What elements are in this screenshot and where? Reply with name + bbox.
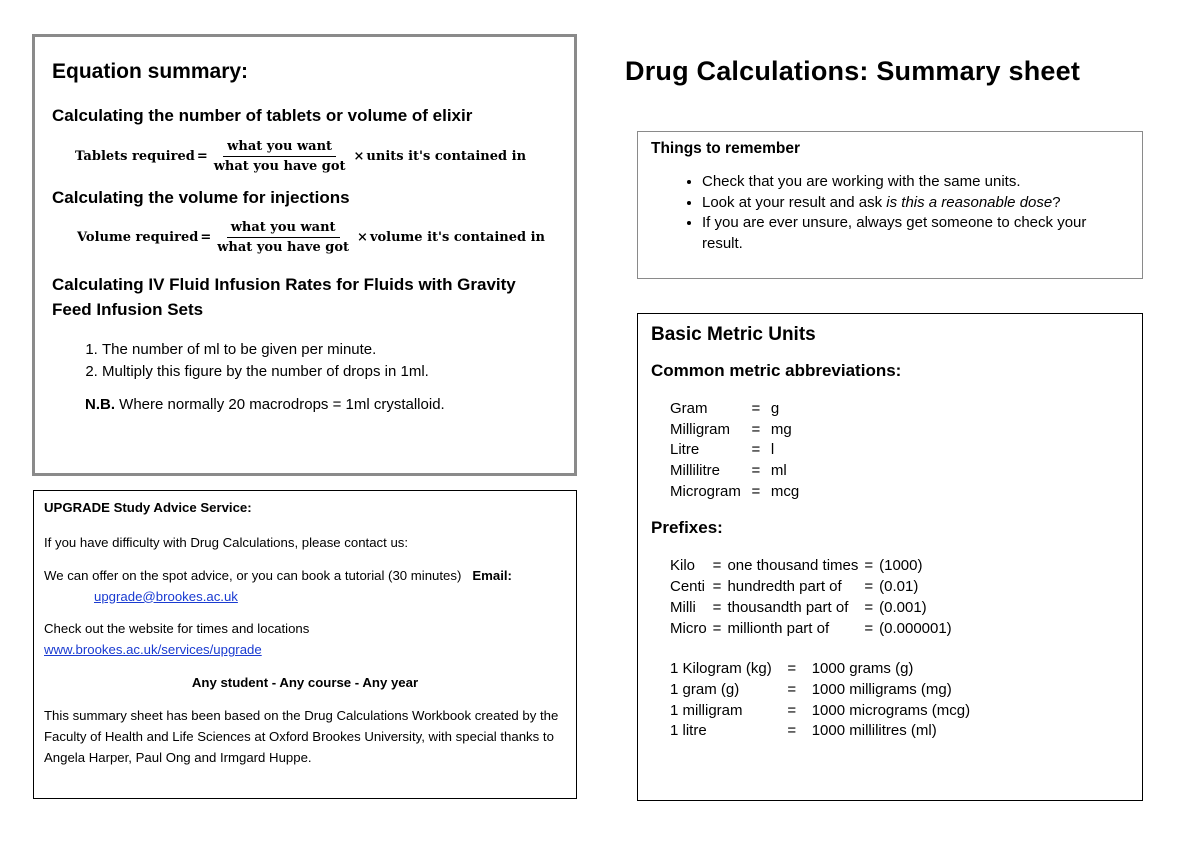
prefix-heading: Prefixes: — [651, 518, 723, 538]
table-row — [670, 482, 799, 503]
equals-sign: = — [751, 400, 761, 417]
offer-text: We can offer on the spot advice, or you can book a tutorial (30 minutes) — [44, 567, 462, 583]
website-text: Check out the website for times and locations — [44, 621, 310, 637]
formula-fraction — [210, 139, 350, 174]
table-row — [670, 556, 952, 577]
slogan: Any student - Any course - Any year — [191, 675, 419, 691]
prefix-value: (1000) — [879, 557, 923, 575]
unit-name: Microgram — [670, 482, 741, 500]
page-title: Drug Calculations: Summary sheet — [625, 56, 1081, 86]
list-item: • Check that you are working with the same units. — [702, 172, 1129, 193]
unit-name: Millilitre — [670, 462, 720, 480]
email-label: Email: — [472, 567, 512, 583]
contact-text: If you have difficulty with Drug Calculations, please contact us: — [44, 534, 409, 550]
equals-sign: = — [864, 619, 874, 637]
equals-sign: = — [864, 557, 874, 575]
credits-text: This summary sheet has been based on the Drug Calculations Workbook created by the Faculty of Health and Life Sciences at Oxford Brookes University, with special thanks to Angela Harper, Paul Ong and Irmgard Huppe. — [44, 708, 559, 765]
equals-sign: = — [864, 598, 874, 616]
conversion-from: 1 gram (g) — [670, 680, 740, 698]
equals-sign: = — [787, 701, 797, 719]
abbreviations-table — [670, 399, 799, 502]
prefix-name: Milli — [670, 598, 696, 616]
unit-name: Gram — [670, 400, 708, 417]
equals-sign: = — [864, 578, 874, 596]
unit-abbr: g — [770, 400, 780, 417]
formula-lhs: Volume required — [77, 230, 199, 246]
table-row — [670, 440, 799, 461]
things-to-remember-box — [637, 131, 1143, 279]
nb-label: N.B. — [85, 396, 115, 414]
item-text: Look at your result and ask — [702, 193, 887, 211]
volume-formula: Volume required = $\frac{\text{what you want}}{\text{what you have got}}$ × volume it's contained in — [77, 220, 546, 256]
unit-abbr: mcg — [770, 482, 800, 500]
table-row — [670, 659, 970, 680]
prefix-name: Micro — [670, 619, 707, 637]
formula-lhs: Tablets required — [75, 148, 195, 164]
prefixes-table — [670, 556, 952, 639]
prefix-value: (0.01) — [879, 578, 919, 596]
list-item: 1. The number of ml to be given per minute. — [102, 339, 574, 361]
conversion-from: 1 litre — [670, 722, 707, 740]
table-row — [670, 680, 970, 701]
equals-sign: = — [712, 557, 722, 575]
table-row — [670, 399, 799, 420]
table-row — [670, 598, 952, 619]
list-item — [702, 193, 1129, 214]
formula-rhs: units it's contained in — [366, 148, 527, 164]
unit-name: Milligram — [670, 420, 730, 438]
equals-sign: = — [712, 619, 722, 637]
equation-summary-box — [32, 34, 577, 476]
formula-denominator: what you have got — [213, 158, 346, 174]
prefix-value: (0.000001) — [879, 619, 952, 637]
unit-name: Litre — [670, 441, 700, 459]
things-list — [651, 172, 1129, 255]
email-link[interactable]: upgrade@brookes.ac.uk — [94, 588, 238, 604]
equals-sign: = — [712, 578, 722, 596]
equals-sign: = — [751, 482, 761, 500]
prefix-meaning: thousandth part of — [727, 598, 849, 616]
item-emphasis: is this a reasonable dose — [886, 193, 1053, 211]
table-row — [670, 461, 799, 482]
conversion-from: 1 Kilogram (kg) — [670, 660, 772, 678]
table-row — [670, 420, 799, 441]
metric-title: Basic Metric Units — [651, 324, 816, 345]
iv-steps-list — [52, 339, 574, 383]
equals-sign: = — [787, 722, 797, 740]
prefix-meaning: millionth part of — [727, 619, 830, 637]
prefix-meaning: hundredth part of — [727, 578, 842, 596]
nb-text: Where normally 20 macrodrops = 1ml crystalloid. — [119, 396, 445, 414]
formula-numerator: what you want — [223, 139, 336, 157]
conversion-to: 1000 micrograms (mcg) — [811, 701, 971, 719]
offer-paragraph — [44, 566, 566, 608]
metric-units-box — [637, 313, 1143, 801]
formula-numerator: what you want — [227, 220, 340, 238]
conversion-from: 1 milligram — [670, 701, 743, 719]
abbr-heading: Common metric abbreviations: — [651, 361, 902, 380]
unit-abbr: ml — [770, 462, 787, 480]
equals-sign: = — [751, 462, 761, 480]
table-row — [670, 701, 970, 722]
website-link[interactable]: www.brookes.ac.uk/services/upgrade — [44, 642, 262, 658]
conversion-to: 1000 millilitres (ml) — [811, 722, 937, 740]
formula-denominator: what you have got — [217, 240, 350, 256]
table-row — [670, 577, 952, 598]
conversion-to: 1000 grams (g) — [811, 660, 914, 678]
unit-abbr: mg — [770, 420, 792, 438]
nb-note — [85, 396, 574, 413]
formula-rhs: volume it's contained in — [369, 230, 546, 246]
injections-heading: Calculating the volume for injections — [52, 187, 350, 207]
item-text: ? — [1052, 193, 1061, 211]
conversion-to: 1000 milligrams (mg) — [811, 680, 952, 698]
prefix-meaning: one thousand times — [727, 557, 859, 575]
equals-sign: = — [751, 441, 761, 459]
prefix-name: Centi — [670, 578, 706, 596]
equals-sign: = — [787, 680, 797, 698]
website-paragraph — [44, 619, 566, 661]
formula-fraction — [213, 220, 353, 255]
table-row — [670, 619, 952, 640]
table-row — [670, 721, 970, 742]
equation-summary-title: Equation summary: — [52, 60, 249, 83]
tablets-heading: Calculating the number of tablets or volume of elixir — [52, 106, 473, 126]
list-item: • If you are ever unsure, always get someone to check your result. — [702, 213, 1129, 254]
list-item: 2. Multiply this figure by the number of drops in 1ml. — [102, 361, 574, 383]
iv-heading: Calculating IV Fluid Infusion Rates for Fluids with Gravity Feed Infusion Sets — [52, 275, 516, 320]
upgrade-box — [33, 490, 577, 799]
things-title: Things to remember — [651, 140, 800, 157]
equals-sign: = — [712, 598, 722, 616]
equals-sign: = — [787, 660, 797, 678]
conversions-table — [670, 659, 970, 742]
equals-sign: = — [751, 420, 761, 438]
unit-abbr: l — [770, 441, 775, 459]
tablets-formula: Tablets required = $\frac{\text{what you want}}{\text{what you have got}}$ × units it's contained in — [75, 138, 527, 174]
prefix-value: (0.001) — [879, 598, 927, 616]
upgrade-title: UPGRADE Study Advice Service: — [44, 500, 252, 515]
prefix-name: Kilo — [670, 557, 696, 575]
